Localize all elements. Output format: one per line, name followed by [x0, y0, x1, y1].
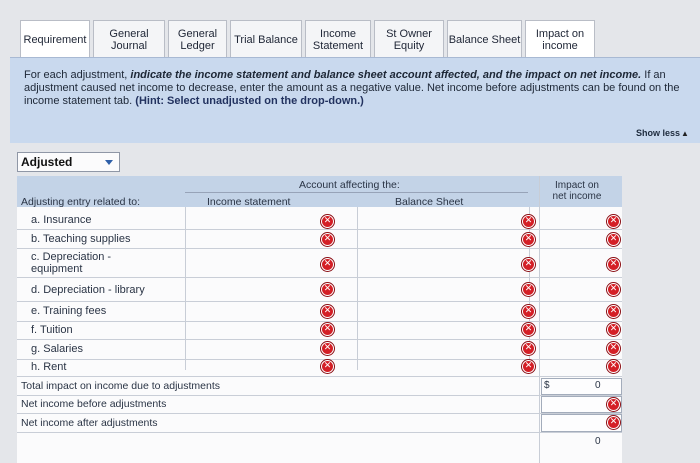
currency-symbol: $	[544, 380, 550, 391]
tab-bar	[20, 20, 598, 58]
instructions-part-1: For each adjustment,	[24, 69, 131, 81]
row-label: h. Rent	[31, 361, 67, 373]
header-balance-sheet: Balance Sheet	[395, 196, 464, 208]
red-x-incorrect-icon: ✕	[607, 398, 620, 411]
tab-balance-sheet[interactable]: Balance Sheet	[447, 20, 522, 58]
row-label: g. Salaries	[31, 343, 83, 355]
instructions-part-2: indicate the income statement and balance sheet account affected, and the impact on net income.	[130, 69, 642, 81]
red-x-incorrect-icon: ✕	[321, 215, 334, 228]
red-x-incorrect-icon: ✕	[607, 342, 620, 355]
header-divider	[185, 192, 528, 193]
header-income-statement: Income statement	[207, 196, 291, 208]
red-x-incorrect-icon: ✕	[522, 305, 535, 318]
instructions-hint: (Hint: Select unadjusted on the drop-down.)	[135, 95, 364, 107]
row-label: f. Tuition	[31, 324, 73, 336]
header-impact-on-net-income: Impact on net income	[552, 180, 602, 202]
header-adjusting-entry: Adjusting entry related to:	[21, 196, 141, 208]
net-income-after-value: 0	[595, 436, 601, 447]
total-impact-input[interactable]	[541, 378, 622, 395]
triangle-up-icon: ▲	[681, 129, 689, 138]
red-x-incorrect-icon: ✕	[607, 323, 620, 336]
red-x-incorrect-icon: ✕	[607, 215, 620, 228]
tab-general-journal[interactable]: General Journal	[93, 20, 165, 58]
row-label: a. Insurance	[31, 214, 92, 226]
chevron-down-icon	[105, 160, 113, 165]
adjusted-dropdown[interactable]	[17, 152, 120, 172]
red-x-incorrect-icon: ✕	[522, 258, 535, 271]
total-impact-value: 0	[595, 380, 601, 391]
red-x-incorrect-icon: ✕	[522, 360, 535, 373]
tab-trial-balance[interactable]: Trial Balance	[230, 20, 302, 58]
red-x-incorrect-icon: ✕	[522, 323, 535, 336]
red-x-incorrect-icon: ✕	[321, 323, 334, 336]
tab-income-statement[interactable]: Income Statement	[305, 20, 371, 58]
red-x-incorrect-icon: ✕	[607, 283, 620, 296]
row-label: e. Training fees	[31, 305, 107, 317]
header-account-affecting: Account affecting the:	[299, 179, 400, 191]
total-label: Total impact on income due to adjustments	[21, 380, 221, 392]
red-x-incorrect-icon: ✕	[522, 283, 535, 296]
red-x-incorrect-icon: ✕	[321, 342, 334, 355]
red-x-incorrect-icon: ✕	[321, 233, 334, 246]
red-x-incorrect-icon: ✕	[607, 305, 620, 318]
impact-table	[17, 176, 622, 463]
show-less-label: Show less	[636, 128, 681, 138]
dropdown-value: Adjusted	[21, 155, 73, 169]
red-x-incorrect-icon: ✕	[321, 283, 334, 296]
red-x-incorrect-icon: ✕	[522, 342, 535, 355]
red-x-incorrect-icon: ✕	[321, 258, 334, 271]
red-x-incorrect-icon: ✕	[522, 215, 535, 228]
instruction-panel	[10, 57, 700, 143]
tab-requirement[interactable]: Requirement	[20, 20, 90, 58]
red-x-incorrect-icon: ✕	[607, 233, 620, 246]
total-row	[17, 414, 622, 433]
total-label: Net income before adjustments	[21, 398, 167, 410]
red-x-incorrect-icon: ✕	[607, 416, 620, 429]
tab-impact-on-income[interactable]: Impact on income	[525, 20, 595, 58]
row-label: c. Depreciation - equipment	[31, 251, 112, 275]
tab-general-ledger[interactable]: General Ledger	[168, 20, 227, 58]
total-row	[17, 396, 622, 414]
red-x-incorrect-icon: ✕	[321, 360, 334, 373]
instructions-text	[24, 69, 684, 108]
show-less-link[interactable]	[636, 128, 689, 138]
tab-owner-equity[interactable]: St Owner Equity	[374, 20, 444, 58]
instructions-part-3: If an adjustment caused net income to decrease, enter the amount as a negative value. Net income before adjustments can be found on the income statement tab.	[24, 69, 680, 107]
total-row	[17, 377, 622, 396]
row-label: b. Teaching supplies	[31, 233, 131, 245]
red-x-incorrect-icon: ✕	[607, 258, 620, 271]
total-label: Net income after adjustments	[21, 417, 158, 429]
red-x-incorrect-icon: ✕	[321, 305, 334, 318]
red-x-incorrect-icon: ✕	[522, 233, 535, 246]
row-label: d. Depreciation - library	[31, 284, 145, 296]
red-x-incorrect-icon: ✕	[607, 360, 620, 373]
